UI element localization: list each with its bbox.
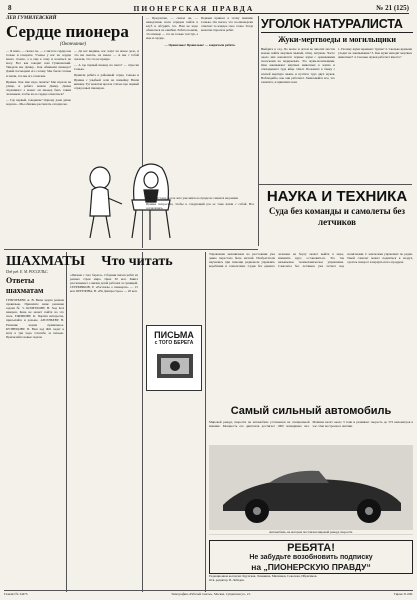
editorial-editor: Отв. редактор И. Лебедев. bbox=[209, 578, 245, 583]
car-body: Мировой рекорд скорости на автомобиле установлен на специальной машине. Мощность его двигателя достигает 1000 лошадиных сил. Машина весит около 3 тонн и развивает скорость до 372 километров в час. Она построена в Англии. bbox=[209, 420, 413, 429]
page-footer bbox=[4, 590, 413, 596]
column-divider bbox=[142, 252, 143, 592]
column-divider bbox=[66, 252, 67, 592]
nature-subheading: Жуки-мертвоеды и могильщики bbox=[278, 35, 396, 44]
story-author: ЛЕВ ГУМИЛЕВСКИЙ bbox=[6, 16, 57, 21]
story-paragraph: Первым пришел к этому мнению Сенька. Он сказал, что по-пионерски отвечает за каждое свое слово. Тогда вожатая спросила ребят. bbox=[201, 16, 253, 33]
reading-section bbox=[70, 254, 204, 293]
column-divider bbox=[205, 252, 206, 592]
nature-body: Выйдите в сад. По весне и летом во многих местах можно найти мертвых мышей, птиц, лягушек. Часто около них копошатся черные жуки с оранжевыми полосками на надкрыльях. Это жуки-могильщики. Они закапывают мертвых животных в землю и откладывают туда яйца. Опыт. Положите в банку с землей мертвую мышь и пустите туда двух жуков. Наблюдайте, как они работают. Записывайте все, что заметите, и пришлите нам. bbox=[261, 47, 335, 84]
appeal-heading: РЕБЯТА! bbox=[287, 542, 335, 554]
story-subtitle: (Окончание) bbox=[59, 42, 87, 47]
subscription-appeal bbox=[209, 540, 413, 574]
story-title: Сердце пионера bbox=[6, 22, 129, 41]
science-body: Управление механизмом на расстоянии уже давно перестало быть мечтой. Изобретатели научились при помощи радиоволн управлять кораблями и самолетами. Судно без единого человека на борту может выйти в море, изменить курс, остановиться. Это так называемое телемеханическое управление. Самолеты без летчиков уже летают над полигонами. С земли ими управляют по радио. Такой самолет может подняться в воздух, сделать поворот и вернуться на аэродром. bbox=[209, 252, 413, 269]
story-paragraph: — Я знаю, — сказал он, — о чистоте сердца вы только и говорите. Ученье у нас на сердце много стоило, а я еще к тому и возиться не могу. Вот как говорит нам Гумилевский. Увидели мы Демку... Как обвиняли пионера? Давай поговорим его голову. Мы были готовы и знали, что мы его отошлем. bbox=[6, 49, 71, 78]
section-divider bbox=[4, 249, 258, 250]
footer-press: Типография «Рабочей газеты». Москва. Сущевская ул., 21. bbox=[171, 592, 251, 596]
appeal-line: на „ПИОНЕРСКУЮ ПРАВДУ“ bbox=[251, 562, 371, 572]
issue-number: № 21 (125) bbox=[376, 4, 409, 12]
science-subheading: Суда без команды и самолеты без летчиков bbox=[269, 206, 405, 227]
story-paragraph: Иринка попросила, чтобы в следующий раз ее тоже взяли с собой. Все согласились. bbox=[146, 202, 254, 211]
story-paragraph: — Правильно! Правильно! — закричали ребята. bbox=[164, 42, 236, 47]
footer-order: Главлит № 34475. bbox=[4, 592, 29, 596]
editorial-board: Редакционная коллегия: Крупская, Ломакина, Мясников, Соколова, Ибрагимов. bbox=[209, 574, 318, 578]
chess-heading: ШАХМАТЫ bbox=[6, 254, 85, 269]
chess-answers: ГРИГОРЬЕВУ, А. В. Ваша задача решена правильно. Пришлите ваше решение задачи № 5. КОЧЕТКОВУ, Н. Ход Kc4 неверен, Конь не может пойти на это поле. ЕФИМОВУ, К. Партия интересна, присылайте и дальше. АРСЕНЬЕВУ, Н. Решение задачи правильное. КУЗНЕЦОВУ, П. Ваш ход Фd1 ведет к мату в три хода. Спасибо за письмо. Присылайте новые задачи. bbox=[6, 298, 64, 339]
car-caption: Автомобиль, на котором поставлен мировой рекорд скорости. bbox=[209, 530, 413, 534]
appeal-line: Не забудьте возобновить подписку bbox=[249, 554, 373, 561]
story-paragraph: — Предлагаю, — сказал он, — немедленно всем отрядом пойти в клуб и обсудить это. Нам не надо обижаться на ошибки. Ребята поняли, что пионер — это не только галстук, а еще и сердце. bbox=[146, 16, 198, 41]
car-photo bbox=[209, 445, 413, 535]
chess-subheading: Ответы шахматам bbox=[6, 276, 44, 295]
reading-heading: Что читать bbox=[101, 254, 173, 269]
nature-questions: 1. Почему жуки зарывают трупы? 2. Сколько времени уходит на закапывание? 3. Как жуки находят мертвых животных? 4. Сколько жуков работает вместе? bbox=[338, 47, 412, 60]
story-continuation bbox=[146, 16, 254, 47]
chess-section bbox=[6, 254, 85, 339]
section-divider bbox=[258, 184, 412, 185]
book-title: ПИСЬМА bbox=[154, 330, 194, 340]
story-paragraph: Пришли ребята в районный отряд. Сенька и Иринка с улыбкой сели на скамейку. Взяли книжку. Тут вожатая прочла статью про первый отряд юных пионеров. bbox=[74, 73, 139, 90]
book-cover bbox=[146, 325, 202, 391]
car-section bbox=[209, 405, 413, 428]
footer-circulation: Тираж 31.000. bbox=[393, 592, 413, 596]
page-header bbox=[8, 3, 409, 14]
illustration-caption-box bbox=[146, 196, 254, 210]
story-paragraph: Иринка. Как мне надо понять? Мы играли на улице, и ребята нашли Демку. Демка спрашивал: а может ли пионер быть таким человеком, чтобы из-за сердца отказаться? bbox=[6, 79, 71, 96]
masthead: ПИОНЕРСКАЯ ПРАВДА bbox=[133, 3, 255, 13]
science-heading: НАУКА И ТЕХНИКА bbox=[266, 188, 408, 205]
book-subtitle: с ТОГО БЕРЕГА bbox=[154, 340, 194, 346]
science-body-box bbox=[209, 252, 413, 268]
science-section bbox=[261, 188, 413, 228]
car-heading: Самый сильный автомобиль bbox=[230, 405, 392, 417]
story-paragraph: — А где первый пионер на свете? — спросил Сенька. bbox=[74, 63, 139, 72]
column-divider bbox=[258, 16, 259, 246]
page-number: 8 bbox=[8, 4, 12, 12]
nature-heading: УГОЛОК НАТУРАЛИСТА bbox=[261, 16, 413, 33]
nature-section bbox=[261, 16, 413, 84]
editorial-credits bbox=[209, 574, 413, 582]
illustration-caption: Льву Толстому, после чего уже никто в отряде не смеялся над ними. bbox=[146, 196, 239, 200]
chess-editor: Под ред. Е. М. РОССЕЛЬС. bbox=[6, 270, 49, 274]
story-paragraph: — Да вот видишь, нас зовут на новое дело, и что им сказать, не знаем. — А мы с тобой сказали, что это не правда. bbox=[74, 49, 139, 62]
reading-list: «Письма с того берега». Сборник писем ребят из разных стран мира. Цена 30 коп. Книга рассказывает о жизни детей рабочих за границей. СЕРЕБРЯКОВ, Р. «Рассказы о пионерах» — 15 коп. БЕРЕЗИНА, В. «На Днепрострое» — 20 коп. bbox=[70, 273, 138, 294]
book-cover-art bbox=[147, 346, 203, 386]
story-paragraph: — Где первый, говоришь? Одному дома давно хорошо... Мы обязаны рассказать сегодня же. bbox=[6, 98, 71, 107]
story-section bbox=[6, 16, 140, 106]
